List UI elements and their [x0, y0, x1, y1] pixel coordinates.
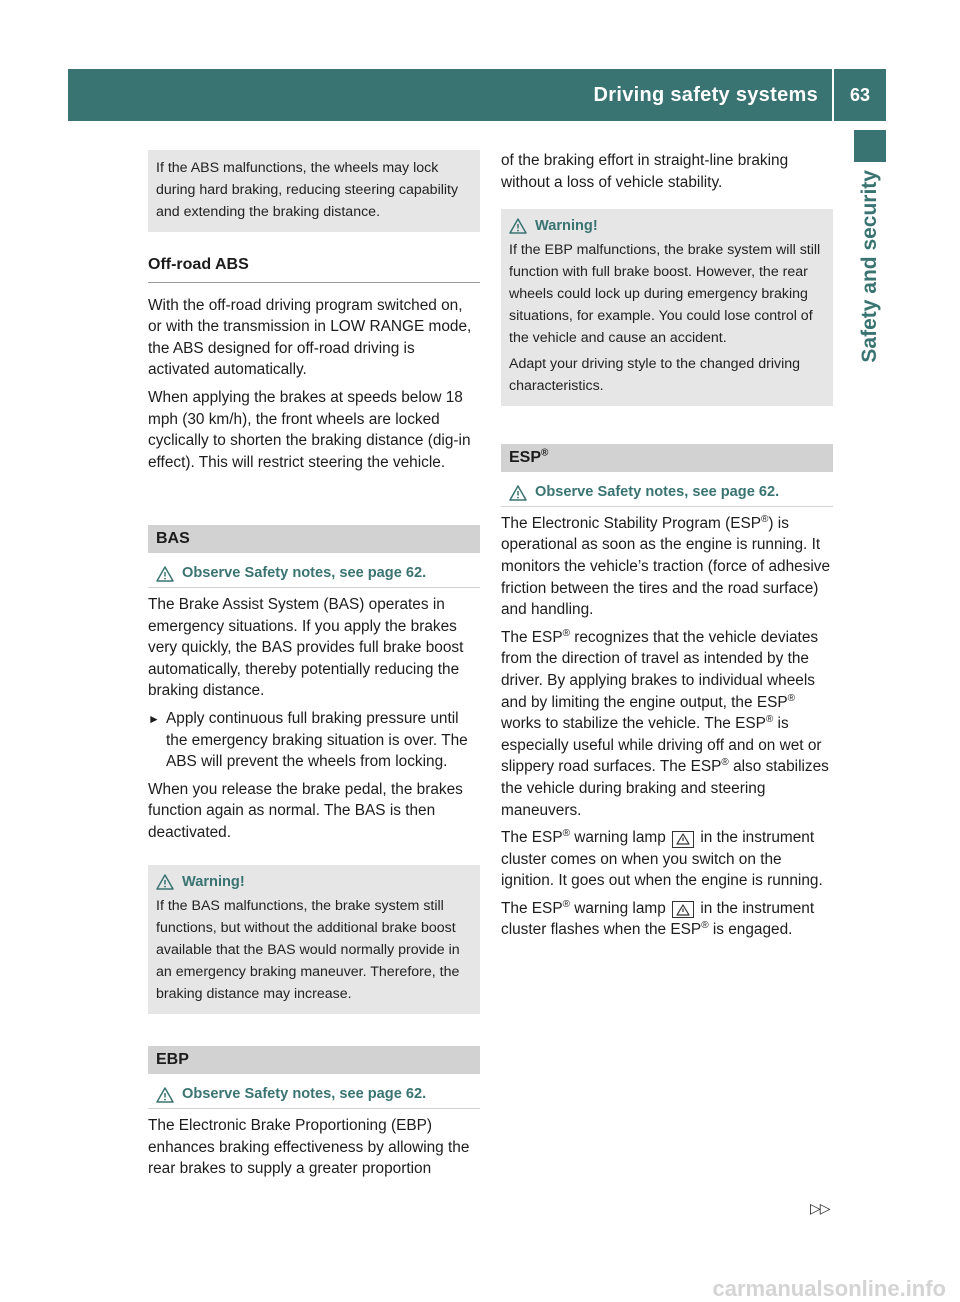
esp-paragraph-2: [501, 627, 833, 821]
bas-safety-note-text: Observe Safety notes, see page 62.: [182, 565, 427, 582]
text-run: ) is operational as soon as the engine is running. It monitors the vehicle’s traction (force of adhesive friction between the tires and the road surface) and handling.: [501, 514, 831, 619]
section-title: Driving safety systems: [593, 83, 818, 106]
ebp-warning-box: [501, 209, 833, 406]
bas-paragraph-2: When you release the brake pedal, the brakes function again as normal. The BAS is then deactivated.: [148, 780, 463, 841]
text-run: The Electronic Stability Program (ESP: [501, 514, 762, 532]
esp-safety-note: [501, 482, 833, 507]
registered-mark: ®: [541, 447, 549, 459]
text-run: is especially useful while driving off and on wet or slippery road surfaces. The ESP: [501, 715, 822, 776]
bas-warning-text: If the BAS malfunctions, the brake system still functions, but without the additional brake boost available that the BAS would normally provide in an emergency braking maneuver. Therefore, the braking distance may increase.: [156, 898, 460, 1003]
abs-malfunction-note: [148, 150, 480, 232]
abs-note-text: If the ABS malfunctions, the wheels may lock during hard braking, reducing steering capability and extending the braking distance.: [156, 160, 459, 220]
ebp-warning-title: Warning!: [535, 218, 598, 235]
left-column: [148, 150, 480, 1186]
esp-heading-text: ESP: [509, 449, 542, 467]
bas-warning-header: [156, 872, 472, 892]
text-run: also stabilizes the vehicle during braking and steering maneuvers.: [501, 758, 829, 819]
registered-mark: ®: [787, 692, 796, 704]
side-tab: [854, 170, 886, 480]
right-column: [501, 150, 833, 947]
bas-paragraph-1: The Brake Assist System (BAS) operates in emergency situations. If you apply the brakes very quickly, the BAS provides full brake boost automatically, thereby potentially reducing the braking distance.: [148, 595, 464, 700]
bas-step: [148, 708, 480, 779]
esp-heading: [501, 444, 833, 472]
registered-mark: ®: [562, 627, 570, 639]
warning-triangle-icon: [509, 218, 527, 234]
text-run: The ESP: [501, 628, 563, 646]
registered-mark: ®: [765, 714, 774, 725]
warning-triangle-icon: [156, 566, 174, 582]
esp-warning-lamp-icon: [672, 831, 694, 848]
registered-mark: ®: [761, 513, 769, 525]
ebp-warning-text-1: If the EBP malfunctions, the brake system will still function with full brake boost. However, the rear wheels could lock up during emergency braking situations, for example. You could lose control of the vehicle and cause an accident.: [509, 242, 821, 347]
ebp-warning-text-2: Adapt your driving style to the changed driving characteristics.: [509, 356, 801, 395]
esp-paragraph-4: [501, 898, 833, 941]
ebp-safety-note: [148, 1084, 480, 1109]
ebp-warning-header: [509, 216, 825, 236]
esp-paragraph-3: [501, 827, 833, 892]
text-run: The ESP: [501, 829, 563, 847]
bas-warning-box: [148, 865, 480, 1014]
text-run: is engaged.: [708, 921, 793, 939]
text-run: works to stabilize the vehicle. The ESP: [501, 715, 766, 733]
esp-warning-lamp-icon: [672, 901, 694, 918]
ebp-continued: of the braking effort in straight-line braking without a loss of vehicle stability.: [501, 152, 789, 191]
offroad-abs-heading: Off-road ABS: [148, 252, 480, 283]
registered-mark: ®: [721, 757, 729, 769]
text-run: warning lamp: [569, 899, 666, 917]
step-arrow-icon: ►: [148, 711, 160, 726]
continue-arrows-icon: ▷▷: [810, 1200, 830, 1216]
warning-triangle-icon: [156, 874, 174, 890]
offroad-paragraph-2: When applying the brakes at speeds below 18 mph (30 km/h), the front wheels are locked cyclically to shorten the braking distance (dig-in effect). This will restrict steering the vehicle.: [148, 388, 471, 471]
warning-triangle-icon: [509, 485, 527, 501]
text-run: in the instrument cluster comes on when you switch on the ignition. It goes out when the engine is running.: [501, 829, 823, 890]
ebp-safety-note-text: Observe Safety notes, see page 62.: [182, 1086, 427, 1103]
bas-safety-note: [148, 563, 480, 588]
watermark: carmanualsonline.info: [712, 1276, 946, 1301]
side-tab-label: Safety and security: [858, 170, 881, 363]
side-tab-marker: [854, 130, 886, 162]
warning-triangle-icon: [156, 1087, 174, 1103]
ebp-paragraph-1: The Electronic Brake Proportioning (EBP) enhances braking effectiveness by allowing the rear brakes to supply a greater proportion: [148, 1117, 470, 1178]
registered-mark: ®: [562, 898, 570, 910]
esp-safety-note-text: Observe Safety notes, see page 62.: [535, 484, 780, 501]
page-number: 63: [849, 84, 871, 105]
page-header: [68, 69, 886, 121]
text-run: recognizes that the vehicle deviates from the direction of travel as intended by the driver. By applying brakes to individual wheels and by limiting the engine output, the ESP: [501, 628, 819, 711]
bas-step-text: Apply continuous full braking pressure until the emergency braking situation is over. The ABS will prevent the wheels from locking.: [166, 709, 468, 771]
registered-mark: ®: [701, 920, 709, 932]
ebp-heading: EBP: [148, 1046, 480, 1074]
esp-paragraph-1: [501, 513, 833, 621]
registered-mark: ®: [562, 827, 570, 839]
text-run: in the instrument cluster flashes when the ESP: [501, 899, 815, 939]
bas-heading: BAS: [148, 525, 480, 553]
offroad-paragraph-1: With the off-road driving program switched on, or with the transmission in LOW RANGE mode, the ABS designed for off-road driving is activated automatically.: [148, 296, 472, 379]
text-run: The ESP: [501, 899, 563, 917]
bas-warning-title: Warning!: [182, 874, 245, 891]
text-run: warning lamp: [569, 829, 666, 847]
